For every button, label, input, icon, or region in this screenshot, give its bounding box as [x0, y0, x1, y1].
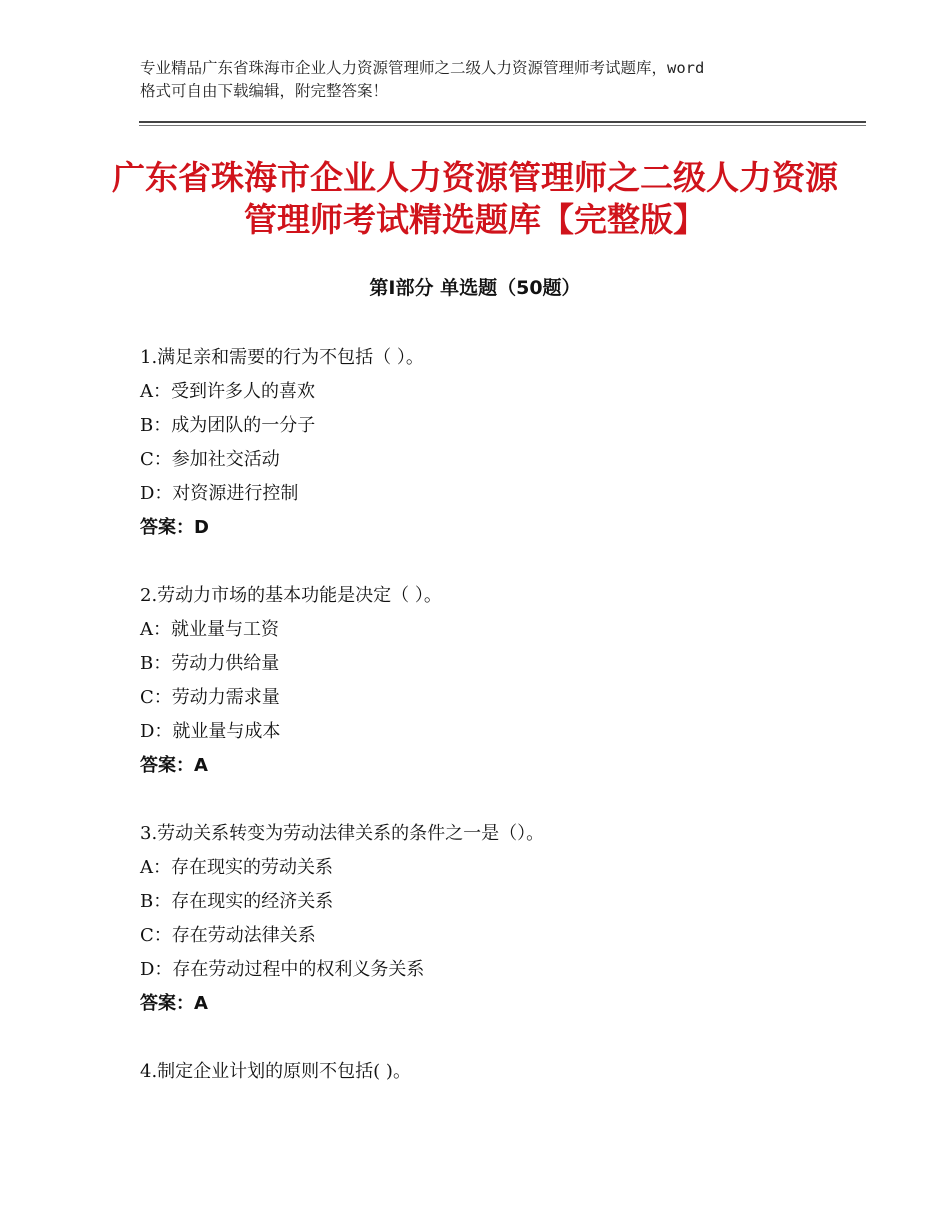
option-b: B：存在现实的经济关系: [140, 891, 334, 912]
header-divider-thin: [139, 125, 866, 126]
option-a: A：存在现实的劳动关系: [140, 857, 333, 878]
option-c: C：存在劳动法律关系: [140, 925, 316, 946]
option-d: D：就业量与成本: [140, 721, 281, 742]
question-stem: 2.劳动力市场的基本功能是决定（ ）。: [140, 585, 442, 606]
option-c: C：参加社交活动: [140, 449, 280, 470]
option-b: B：劳动力供给量: [140, 653, 280, 674]
question-stem: 1.满足亲和需要的行为不包括（ ）。: [140, 347, 424, 368]
question-1: [140, 341, 840, 545]
option-b: B：成为团队的一分子: [140, 415, 316, 436]
option-a: A：就业量与工资: [140, 619, 279, 640]
question-2: [140, 579, 840, 783]
header-note: 专业精品广东省珠海市企业人力资源管理师之二级人力资源管理师考试题库，word 格式可自由下载编辑，附完整答案！: [140, 59, 705, 100]
question-list: [140, 341, 840, 1123]
header-divider: [139, 121, 866, 123]
option-a: A：受到许多人的喜欢: [140, 381, 315, 402]
question-3: [140, 817, 840, 1021]
question-4: [140, 1055, 840, 1089]
answer: 答案：A: [140, 993, 208, 1014]
document-title: 广东省珠海市企业人力资源管理师之二级人力资源管理师考试精选题库【完整版】: [112, 158, 838, 239]
answer: 答案：D: [140, 517, 209, 538]
option-d: D：存在劳动过程中的权利义务关系: [140, 959, 425, 980]
answer: 答案：A: [140, 755, 208, 776]
option-d: D：对资源进行控制: [140, 483, 299, 504]
question-stem: 3.劳动关系转变为劳动法律关系的条件之一是（）。: [140, 823, 545, 844]
question-stem: 4.制定企业计划的原则不包括( )。: [140, 1061, 411, 1082]
option-c: C：劳动力需求量: [140, 687, 280, 708]
section-heading: 第Ⅰ部分 单选题（50题）: [369, 277, 581, 299]
